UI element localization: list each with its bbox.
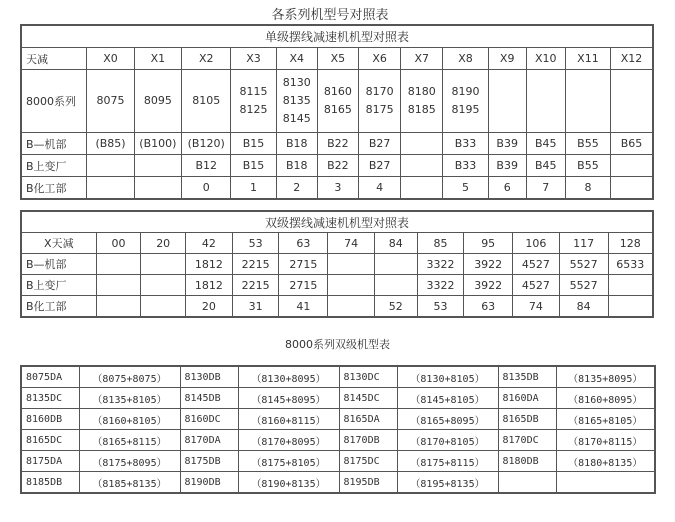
header-cell: 63 [279,233,328,254]
model-code: 8145DB [180,388,238,409]
model-combo: （8160+8105） [79,409,180,430]
table-row [21,472,655,494]
header-cell: 74 [328,233,375,254]
cell-value: 8195 [451,103,480,116]
model-code: 8170DC [498,430,556,451]
table-cell: 2 [276,177,317,200]
model-combo: （8175+8105） [238,451,339,472]
table-cell: B18 [276,133,317,155]
cell-value: 8115 [239,85,268,98]
table-row [21,430,655,451]
model-combo: （8135+8095） [556,366,655,388]
cell-value: 8190 [451,85,480,98]
table-cell: 1812 [186,254,233,275]
table-cell: 2215 [232,275,279,296]
table-cell: 3922 [464,254,513,275]
table-cell [141,275,186,296]
table-cell [565,70,610,133]
table-cell: B55 [565,133,610,155]
table-cell: B15 [231,133,276,155]
row-label: B化工部 [21,177,87,200]
model-combo: （8130+8095） [238,366,339,388]
table-cell: 6 [488,177,526,200]
table-cell: 52 [374,296,417,318]
cell-value: 8075 [96,94,125,107]
model-combo: （8165+8105） [556,409,655,430]
table-cell: 3322 [417,254,464,275]
table-cell: B18 [276,155,317,177]
model-code: 8145DC [339,388,397,409]
table-cell: (B85) [87,133,134,155]
table-cell: B55 [565,155,610,177]
table-cell: B27 [359,133,401,155]
table-cell: 7 [526,177,565,200]
model-combo: （8185+8135） [79,472,180,494]
row-label: 8000系列 [21,70,87,133]
table-row [21,451,655,472]
header-cell: 106 [513,233,560,254]
model-combo: （8075+8075） [79,366,180,388]
header-cell: X4 [276,48,317,70]
table-cell [134,70,181,133]
header-cell: X1 [134,48,181,70]
cell-value: 8105 [192,94,221,107]
table-cell [401,155,443,177]
table-title: 双级摆线减速机机型对照表 [21,211,653,233]
table-cell: B39 [488,155,526,177]
table-cell: 4527 [513,275,560,296]
table-cell: 31 [232,296,279,318]
model-code: 8170DB [339,430,397,451]
table-cell: B12 [182,155,231,177]
header-cell: X7 [401,48,443,70]
table-row [21,254,653,275]
table-row [21,70,653,133]
table-title: 单级摆线减速机机型对照表 [21,25,653,48]
table-cell [401,133,443,155]
model-code: 8180DB [498,451,556,472]
header-cell: X天减 [21,233,96,254]
model-combo: （8135+8105） [79,388,180,409]
table-cell: 20 [186,296,233,318]
table-cell [134,177,181,200]
table-cell: 3922 [464,275,513,296]
model-code: 8170DA [180,430,238,451]
header-cell: X10 [526,48,565,70]
model-combo: （8180+8135） [556,451,655,472]
cell-value: 8170 [365,85,394,98]
table-row [21,177,653,200]
model-code: 8130DB [180,366,238,388]
table-cell: B45 [526,133,565,155]
header-cell: 42 [186,233,233,254]
table-cell [317,70,358,133]
table-title-row [21,25,653,48]
header-cell: X0 [87,48,134,70]
model-code: 8130DC [339,366,397,388]
header-cell: 117 [559,233,608,254]
cell-value: 8125 [239,103,268,116]
table-cell [374,275,417,296]
model-combo: （8170+8095） [238,430,339,451]
table-cell: B22 [317,155,358,177]
model-code: 8175DB [180,451,238,472]
header-cell: X9 [488,48,526,70]
header-cell: 128 [608,233,653,254]
table-cell [526,70,565,133]
table-cell: 4527 [513,254,560,275]
table-cell: (B100) [134,133,181,155]
model-code: 8190DB [180,472,238,494]
cell-value: 8175 [365,103,394,116]
model-code: 8160DC [180,409,238,430]
table-cell: 2715 [279,275,328,296]
table-row [21,409,655,430]
header-cell: 53 [232,233,279,254]
table-cell: 3 [317,177,358,200]
table-cell: 4 [359,177,401,200]
model-combo: （8170+8105） [397,430,498,451]
row-label: B上变厂 [21,275,96,296]
model-code: 8195DB [339,472,397,494]
header-cell: X3 [231,48,276,70]
table-cell [359,70,401,133]
model-code: 8160DA [498,388,556,409]
header-cell: 天减 [21,48,87,70]
table-cell: 1 [231,177,276,200]
table-cell [141,296,186,318]
model-combo: （8165+8115） [79,430,180,451]
row-label: B—机部 [21,254,96,275]
table-cell [328,275,375,296]
table-cell: B27 [359,155,401,177]
table-row [21,155,653,177]
table-row [21,388,655,409]
table-cell [374,254,417,275]
table-cell: B45 [526,155,565,177]
model-combo: （8175+8095） [79,451,180,472]
table-cell [182,70,231,133]
table-cell: 8 [565,177,610,200]
table-cell: B65 [611,133,653,155]
model-combo: （8145+8095） [238,388,339,409]
table-row [21,275,653,296]
table-cell [134,155,181,177]
row-label: B上变厂 [21,155,87,177]
table-cell [611,70,653,133]
table-cell [87,155,134,177]
table-row [21,133,653,155]
model-code: 8135DC [21,388,79,409]
table-cell [611,155,653,177]
cell-value: 8180 [407,85,436,98]
model-code [498,472,556,494]
cell-value: 8185 [407,103,436,116]
model-code: 8175DC [339,451,397,472]
table-cell [608,275,653,296]
header-row [21,48,653,70]
model-combo: （8130+8105） [397,366,498,388]
table-cell [96,275,141,296]
table-cell: 53 [417,296,464,318]
table-cell: 3322 [417,275,464,296]
table-cell [141,254,186,275]
header-cell: 85 [417,233,464,254]
model-code: 8160DB [21,409,79,430]
header-cell: X8 [443,48,488,70]
table-cell [443,70,488,133]
table-cell: 2215 [232,254,279,275]
table-cell: 6533 [608,254,653,275]
page-title: 各系列机型号对照表 [271,8,389,23]
table-row [21,366,655,388]
table-cell: B33 [443,133,488,155]
cell-value: 8160 [323,85,352,98]
series8000-table [20,365,656,494]
table-cell [96,254,141,275]
table-cell [328,254,375,275]
table-cell: B22 [317,133,358,155]
model-combo: （8175+8115） [397,451,498,472]
table-cell: 84 [559,296,608,318]
row-label: B化工部 [21,296,96,318]
cell-value: 8135 [282,94,311,107]
header-cell: X11 [565,48,610,70]
single-stage-table [20,24,654,200]
model-code: 8165DB [498,409,556,430]
series8000-title: 8000系列双级机型表 [285,338,390,351]
header-cell: X2 [182,48,231,70]
table-cell [401,70,443,133]
table-cell [488,70,526,133]
header-cell: 20 [141,233,186,254]
model-code: 8175DA [21,451,79,472]
model-code: 8165DA [339,409,397,430]
row-label: B—机部 [21,133,87,155]
table-cell [276,70,317,133]
model-code: 8135DB [498,366,556,388]
table-cell [96,296,141,318]
table-cell [231,70,276,133]
header-cell: X6 [359,48,401,70]
table-cell: 1812 [186,275,233,296]
table-cell [87,70,134,133]
header-cell: 84 [374,233,417,254]
model-combo: （8145+8105） [397,388,498,409]
cell-value: 8130 [282,76,311,89]
table-cell: B15 [231,155,276,177]
model-combo: （8195+8135） [397,472,498,494]
model-code: 8075DA [21,366,79,388]
model-combo: （8160+8115） [238,409,339,430]
table-cell: (B120) [182,133,231,155]
table-cell [328,296,375,318]
table-cell: 41 [279,296,328,318]
table-cell [87,177,134,200]
table-cell: B39 [488,133,526,155]
cell-value: 8165 [323,103,352,116]
model-combo [556,472,655,494]
model-combo: （8165+8095） [397,409,498,430]
header-cell: 95 [464,233,513,254]
table-cell: 74 [513,296,560,318]
header-cell: X12 [611,48,653,70]
header-cell: 00 [96,233,141,254]
model-combo: （8190+8135） [238,472,339,494]
table-cell: 5527 [559,254,608,275]
table-cell [401,177,443,200]
table-cell: 2715 [279,254,328,275]
header-row [21,233,653,254]
model-combo: （8170+8115） [556,430,655,451]
table-cell: 63 [464,296,513,318]
model-code: 8185DB [21,472,79,494]
table-row [21,296,653,318]
table-cell [611,177,653,200]
table-cell: 0 [182,177,231,200]
table-cell: B33 [443,155,488,177]
header-cell: X5 [317,48,358,70]
table-cell: 5 [443,177,488,200]
cell-value: 8095 [143,94,172,107]
model-code: 8165DC [21,430,79,451]
table-cell: 5527 [559,275,608,296]
double-stage-table [20,210,654,318]
table-cell [608,296,653,318]
model-combo: （8160+8095） [556,388,655,409]
table-title-row [21,211,653,233]
cell-value: 8145 [282,112,311,125]
